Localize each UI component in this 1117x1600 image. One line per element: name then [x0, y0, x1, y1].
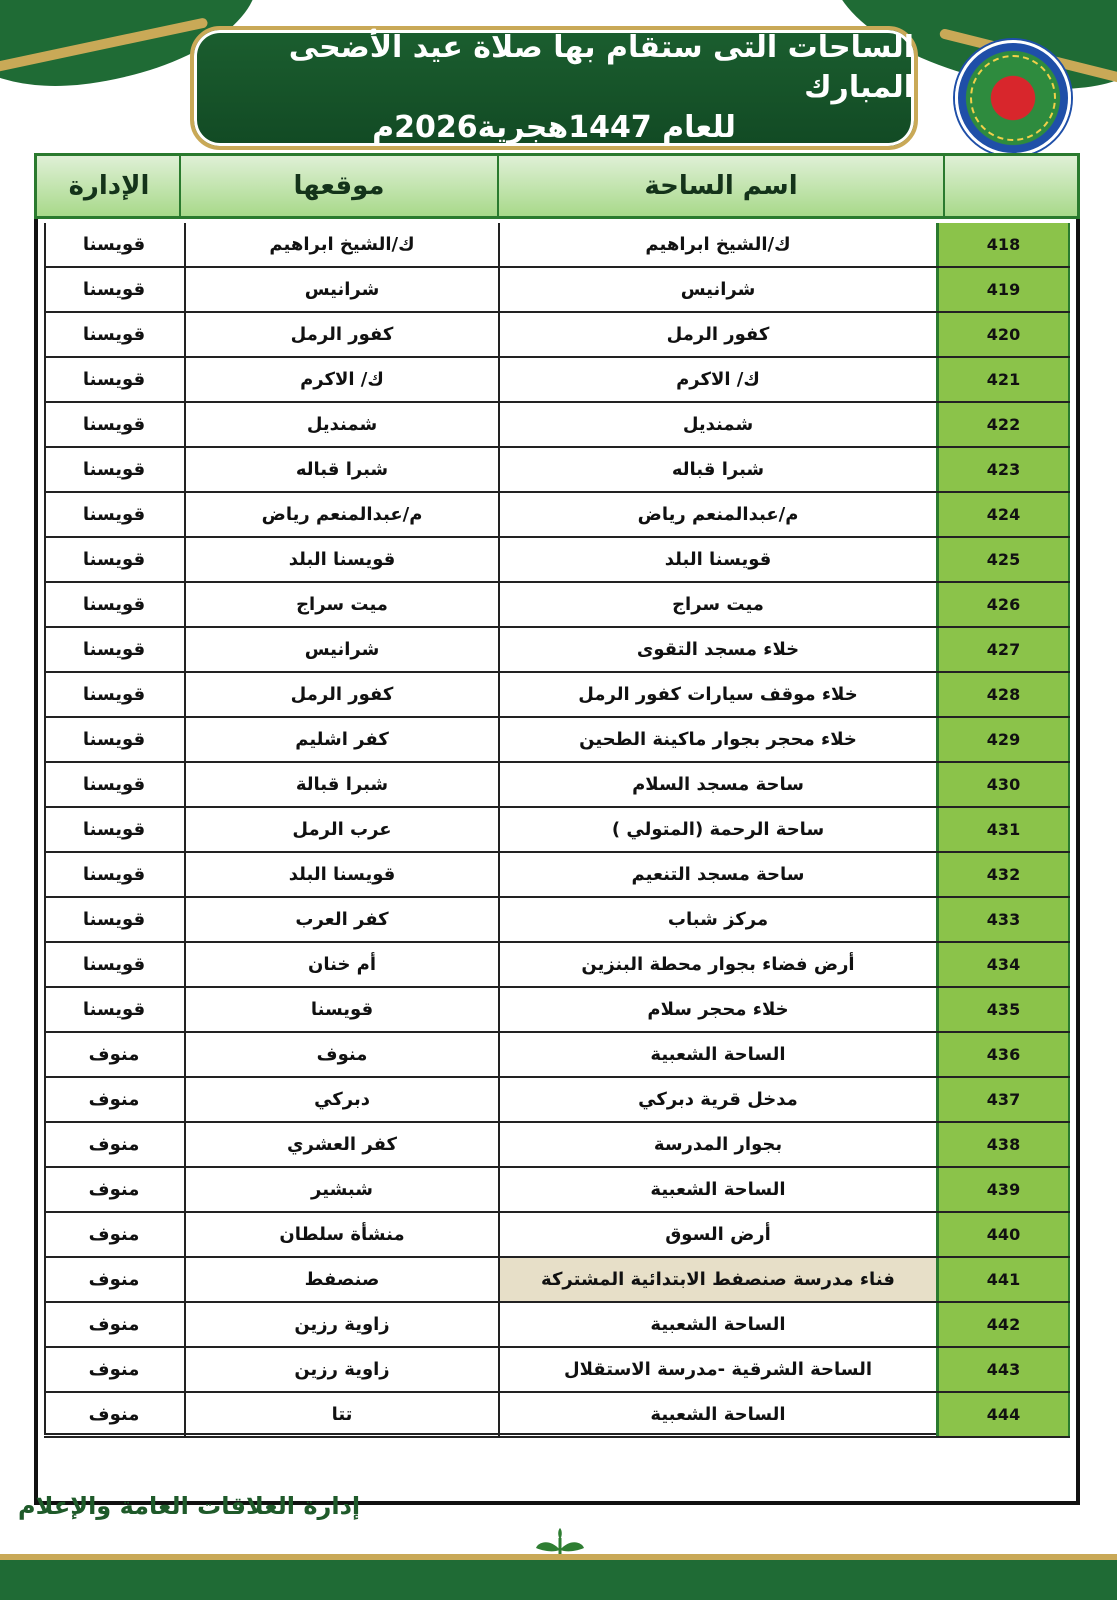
row-location: ك/ الاكرم [184, 358, 498, 401]
row-location: عرب الرمل [184, 808, 498, 851]
row-number: 436 [936, 1033, 1070, 1076]
row-department: منوف [88, 1179, 140, 1200]
row-department: قويسنا [82, 684, 146, 705]
row-name: الساحة الشعبية [498, 1168, 936, 1211]
row-location: شبشير [184, 1168, 498, 1211]
row-number: 425 [936, 538, 1070, 581]
row-number: 420 [936, 313, 1070, 356]
governorate-logo-icon [955, 40, 1071, 156]
row-number: 438 [936, 1123, 1070, 1166]
table-row [44, 313, 1070, 358]
row-name: ساحة مسجد السلام [498, 763, 936, 806]
row-department: منوف [88, 1314, 140, 1335]
row-number: 430 [936, 763, 1070, 806]
table-row [44, 1123, 1070, 1168]
row-name: خلاء موقف سيارات كفور الرمل [498, 673, 936, 716]
title-line-1: الساحات التى ستقام بها صلاة عيد الأضحى المبارك [288, 30, 914, 105]
row-number: 424 [936, 493, 1070, 536]
table-row [44, 898, 1070, 943]
row-department: قويسنا [82, 909, 146, 930]
row-department: قويسنا [82, 819, 146, 840]
row-number: 418 [936, 223, 1070, 266]
row-department: منوف [88, 1134, 140, 1155]
row-department: قويسنا [82, 414, 146, 435]
row-department: منوف [88, 1359, 140, 1380]
row-number: 423 [936, 448, 1070, 491]
table-row [44, 853, 1070, 898]
row-location: أم خنان [184, 943, 498, 986]
row-location: شرانيس [184, 628, 498, 671]
row-department: قويسنا [82, 774, 146, 795]
table-row [44, 223, 1070, 268]
row-location: كفور الرمل [184, 313, 498, 356]
row-name: الساحة الشرقية -مدرسة الاستقلال [498, 1348, 936, 1391]
row-name: خلاء مسجد التقوى [498, 628, 936, 671]
row-department: منوف [88, 1089, 140, 1110]
table-row [44, 538, 1070, 583]
row-number: 432 [936, 853, 1070, 896]
header-number [943, 156, 1077, 216]
row-name: شبرا قباله [498, 448, 936, 491]
row-location: شبرا قباله [184, 448, 498, 491]
row-department: قويسنا [82, 459, 146, 480]
row-location: منوف [184, 1033, 498, 1076]
row-name: ك/ الاكرم [498, 358, 936, 401]
row-name: بجوار المدرسة [498, 1123, 936, 1166]
title-banner [190, 26, 918, 150]
row-number: 437 [936, 1078, 1070, 1121]
table-header [34, 153, 1080, 219]
table-row [44, 1393, 1070, 1438]
row-number: 419 [936, 268, 1070, 311]
table-row [44, 1213, 1070, 1258]
table-row [44, 1258, 1070, 1303]
table-row [44, 358, 1070, 403]
row-name: مركز شباب [498, 898, 936, 941]
table-row [44, 673, 1070, 718]
row-name: ك/الشيخ ابراهيم [498, 223, 936, 266]
table-row [44, 493, 1070, 538]
row-location: دبركي [184, 1078, 498, 1121]
row-location: شمنديل [184, 403, 498, 446]
row-location: م/عبدالمنعم رياض [184, 493, 498, 536]
row-number: 433 [936, 898, 1070, 941]
table-row [44, 628, 1070, 673]
row-department: قويسنا [82, 234, 146, 255]
row-department: منوف [88, 1224, 140, 1245]
row-location: منشأة سلطان [184, 1213, 498, 1256]
row-name: م/عبدالمنعم رياض [498, 493, 936, 536]
row-number: 434 [936, 943, 1070, 986]
table-row [44, 763, 1070, 808]
row-department: منوف [88, 1269, 140, 1290]
row-location: ك/الشيخ ابراهيم [184, 223, 498, 266]
row-department: قويسنا [82, 594, 146, 615]
row-name: خلاء محجر بجوار ماكينة الطحين [498, 718, 936, 761]
row-number: 442 [936, 1303, 1070, 1346]
table-row [44, 1033, 1070, 1078]
row-number: 426 [936, 583, 1070, 626]
row-name: شرانيس [498, 268, 936, 311]
table-row [44, 1078, 1070, 1123]
row-name: الساحة الشعبية [498, 1393, 936, 1436]
row-location: صنصفط [184, 1258, 498, 1301]
row-name: أرض فضاء بجوار محطة البنزين [498, 943, 936, 986]
row-department: قويسنا [82, 954, 146, 975]
row-department: قويسنا [82, 864, 146, 885]
row-location: قويسنا البلد [184, 538, 498, 581]
row-number: 441 [936, 1258, 1070, 1301]
row-name: الساحة الشعبية [498, 1303, 936, 1346]
row-number: 439 [936, 1168, 1070, 1211]
row-location: ميت سراج [184, 583, 498, 626]
footer-department-name: إدارة العلاقات العامة والإعلام [18, 1492, 361, 1520]
row-department: قويسنا [82, 369, 146, 390]
table-row [44, 943, 1070, 988]
row-name: فناء مدرسة صنصفط الابتدائية المشتركة [498, 1258, 936, 1301]
row-name: ميت سراج [498, 583, 936, 626]
table-row [44, 1303, 1070, 1348]
row-location: كفر اشليم [184, 718, 498, 761]
row-department: قويسنا [82, 279, 146, 300]
table-row [44, 448, 1070, 493]
row-number: 443 [936, 1348, 1070, 1391]
row-department: قويسنا [82, 324, 146, 345]
table-row [44, 268, 1070, 313]
row-department: منوف [88, 1404, 140, 1425]
row-number: 429 [936, 718, 1070, 761]
row-department: قويسنا [82, 504, 146, 525]
header-location: موقعها [179, 156, 497, 216]
row-number: 421 [936, 358, 1070, 401]
row-department: قويسنا [82, 639, 146, 660]
row-location: كفر العرب [184, 898, 498, 941]
table-row [44, 583, 1070, 628]
table-row [44, 1168, 1070, 1213]
row-name: قويسنا البلد [498, 538, 936, 581]
row-department: قويسنا [82, 999, 146, 1020]
row-number: 427 [936, 628, 1070, 671]
row-location: كفر العشري [184, 1123, 498, 1166]
logo-ring [970, 55, 1056, 141]
row-location: شرانيس [184, 268, 498, 311]
table-row [44, 718, 1070, 763]
row-name: مدخل قرية دبركي [498, 1078, 936, 1121]
table-row [44, 988, 1070, 1033]
row-name: شمنديل [498, 403, 936, 446]
header-department: الإدارة [68, 171, 150, 201]
row-location: تتا [184, 1393, 498, 1436]
row-number: 435 [936, 988, 1070, 1031]
row-name: أرض السوق [498, 1213, 936, 1256]
row-location: قويسنا [184, 988, 498, 1031]
row-name: كفور الرمل [498, 313, 936, 356]
row-name: ساحة مسجد التنعيم [498, 853, 936, 896]
table-row [44, 1348, 1070, 1393]
table-body [44, 223, 1070, 1438]
table-row [44, 808, 1070, 853]
row-number: 440 [936, 1213, 1070, 1256]
title-line-2: للعام 1447هجرية2026م [372, 110, 736, 145]
row-number: 422 [936, 403, 1070, 446]
row-number: 444 [936, 1393, 1070, 1436]
footer-gold-stripe [0, 1554, 1117, 1560]
row-location: زاوية رزين [184, 1303, 498, 1346]
row-number: 431 [936, 808, 1070, 851]
footer-band [0, 1560, 1117, 1600]
row-location: شبرا قبالة [184, 763, 498, 806]
row-location: قويسنا البلد [184, 853, 498, 896]
row-department: قويسنا [82, 729, 146, 750]
row-location: زاوية رزين [184, 1348, 498, 1391]
table-row [44, 403, 1070, 448]
row-location: كفور الرمل [184, 673, 498, 716]
row-name: الساحة الشعبية [498, 1033, 936, 1076]
row-name: خلاء محجر سلام [498, 988, 936, 1031]
row-name: ساحة الرحمة (المتولي ) [498, 808, 936, 851]
row-department: منوف [88, 1044, 140, 1065]
row-number: 428 [936, 673, 1070, 716]
row-department: قويسنا [82, 549, 146, 570]
header-name: اسم الساحة [497, 156, 943, 216]
